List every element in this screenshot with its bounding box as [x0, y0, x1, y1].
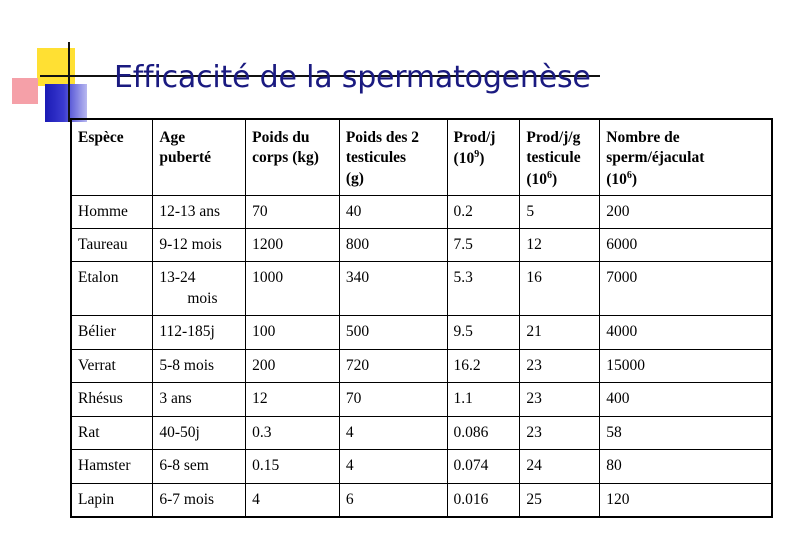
decor-blue-square: [45, 84, 87, 122]
table-cell: 40-50j: [153, 416, 246, 449]
page-title: Efficacité de la spermatogenèse: [114, 60, 591, 95]
table-row: [71, 195, 772, 228]
table-cell: 7.5: [447, 228, 520, 261]
table-cell: 340: [339, 262, 447, 316]
table-cell: 40: [339, 195, 447, 228]
table-cell: 21: [520, 316, 600, 349]
table-cell: 112-185j: [153, 316, 246, 349]
table-cell: Hamster: [71, 450, 153, 483]
header-prod-j-g: Prod/j/g testicule $(10^6)$: [520, 119, 600, 195]
table-cell: Verrat: [71, 349, 153, 382]
header-row: [71, 119, 772, 195]
table-cell: 0.15: [246, 450, 340, 483]
table-cell: 70: [246, 195, 340, 228]
table-cell: Rat: [71, 416, 153, 449]
table-row: [71, 483, 772, 517]
table-cell: 70: [339, 383, 447, 416]
table-cell: 1.1: [447, 383, 520, 416]
table-cell: 0.074: [447, 450, 520, 483]
table-cell: 25: [520, 483, 600, 517]
spermatogenesis-table: [70, 118, 773, 518]
table-cell: 1000: [246, 262, 340, 316]
table-cell: 13-24 mois: [153, 262, 246, 316]
table-cell: 9.5: [447, 316, 520, 349]
table-cell: 0.2: [447, 195, 520, 228]
header-espece: Espèce: [71, 119, 153, 195]
table-cell: 4000: [600, 316, 772, 349]
table-cell: 400: [600, 383, 772, 416]
table-row: [71, 228, 772, 261]
table-cell: 5-8 mois: [153, 349, 246, 382]
table-cell: 4: [339, 416, 447, 449]
table-cell: Lapin: [71, 483, 153, 517]
table-cell: 15000: [600, 349, 772, 382]
table-cell: 23: [520, 349, 600, 382]
table-cell: 0.086: [447, 416, 520, 449]
table-row: [71, 262, 772, 316]
table-cell: 23: [520, 416, 600, 449]
table-cell: 3 ans: [153, 383, 246, 416]
table-cell: 7000: [600, 262, 772, 316]
table-cell: 16: [520, 262, 600, 316]
table-cell: 0.3: [246, 416, 340, 449]
header-poids-corps: Poids du corps (kg): [246, 119, 340, 195]
header-age: Age puberté: [153, 119, 246, 195]
decor-pink-square: [12, 78, 38, 104]
table-cell: 24: [520, 450, 600, 483]
table-cell: 6-7 mois: [153, 483, 246, 517]
table-cell: Bélier: [71, 316, 153, 349]
table-cell: 16.2: [447, 349, 520, 382]
table-cell: 120: [600, 483, 772, 517]
table-cell: 23: [520, 383, 600, 416]
table-cell: 200: [600, 195, 772, 228]
header-poids-testicules: Poids des 2 testicules (g): [339, 119, 447, 195]
table-cell: 12: [246, 383, 340, 416]
table-cell: 9-12 mois: [153, 228, 246, 261]
header-prod-j: Prod/j $(10^9)$: [447, 119, 520, 195]
table-cell: Etalon: [71, 262, 153, 316]
table-cell: 5: [520, 195, 600, 228]
table-row: [71, 416, 772, 449]
table-cell: Rhésus: [71, 383, 153, 416]
header-nombre-sperm: Nombre de sperm/éjaculat $(10^6)$: [600, 119, 772, 195]
table-cell: 6000: [600, 228, 772, 261]
table-cell: 6: [339, 483, 447, 517]
table-row: [71, 316, 772, 349]
table-cell: 200: [246, 349, 340, 382]
table-cell: 720: [339, 349, 447, 382]
table-cell: 100: [246, 316, 340, 349]
table-cell: 4: [339, 450, 447, 483]
table-cell: 500: [339, 316, 447, 349]
table-cell: Homme: [71, 195, 153, 228]
table-cell: 0.016: [447, 483, 520, 517]
table-row: [71, 383, 772, 416]
table-cell: 4: [246, 483, 340, 517]
table-cell: 80: [600, 450, 772, 483]
table-cell: 12: [520, 228, 600, 261]
table-row: [71, 450, 772, 483]
table-row: [71, 349, 772, 382]
table-cell: 5.3: [447, 262, 520, 316]
table-cell: 58: [600, 416, 772, 449]
decor-vertical-line: [68, 42, 70, 122]
table-cell: 6-8 sem: [153, 450, 246, 483]
table-cell: Taureau: [71, 228, 153, 261]
table-cell: 12-13 ans: [153, 195, 246, 228]
table-cell: 800: [339, 228, 447, 261]
table-cell: 1200: [246, 228, 340, 261]
